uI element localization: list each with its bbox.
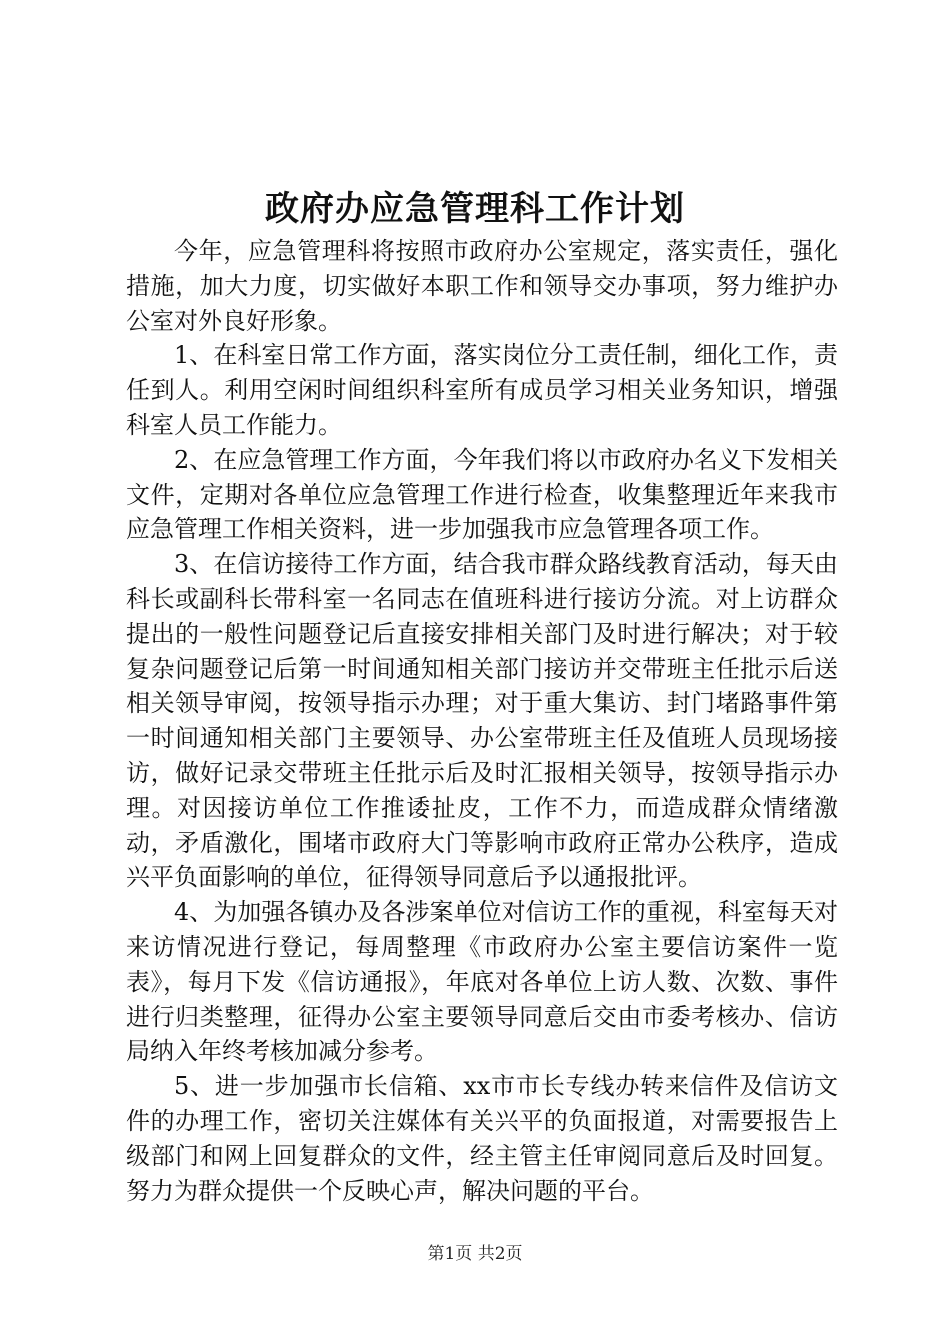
document-body: [126, 234, 838, 1208]
paragraph-intro: 今年，应急管理科将按照市政府办公室规定，落实责任，强化措施，加大力度，切实做好本职工作和领导交办事项，努力维护办公室对外良好形象。: [126, 237, 838, 335]
paragraph-item-4: 4、为加强各镇办及各涉案单位对信访工作的重视，科室每天对来访情况进行登记，每周整理《市政府办公室主要信访案件一览表》，每月下发《信访通报》，年底对各单位上访人数、次数、事件进行归类整理，征得办公室主要领导同意后交由市委考核办、信访局纳入年终考核加减分参考。: [126, 898, 838, 1066]
paragraph-item-3: 3、在信访接待工作方面，结合我市群众路线教育活动，每天由科长或副科长带科室一名同志在值班科进行接访分流。对上访群众提出的一般性问题登记后直接安排相关部门及时进行解决；对于较复杂问题登记后第一时间通知相关部门接访并交带班主任批示后送相关领导审阅，按领导指示办理；对于重大集访、封门堵路事件第一时间通知相关部门主要领导、办公室带班主任及值班人员现场接访，做好记录交带班主任批示后及时汇报相关领导，按领导指示办理。对因接访单位工作推诿扯皮，工作不力，而造成群众情绪激动，矛盾激化，围堵市政府大门等影响市政府正常办公秩序，造成兴平负面影响的单位，征得领导同意后予以通报批评。: [126, 550, 838, 892]
paragraph-item-1: 1、在科室日常工作方面，落实岗位分工责任制，细化工作，责任到人。利用空闲时间组织科室所有成员学习相关业务知识，增强科室人员工作能力。: [126, 341, 838, 439]
page-number-footer: 第1页 共2页: [427, 1244, 523, 1264]
document-title: 政府办应急管理科工作计划: [265, 189, 685, 229]
paragraph-item-5: 5、进一步加强市长信箱、xx市市长专线办转来信件及信访文件的办理工作，密切关注媒体有关兴平的负面报道，对需要报告上级部门和网上回复群众的文件，经主管主任审阅同意后及时回复。努力为群众提供一个反映心声，解决问题的平台。: [126, 1072, 838, 1205]
paragraph-item-2: 2、在应急管理工作方面，今年我们将以市政府办名义下发相关文件，定期对各单位应急管理工作进行检查，收集整理近年来我市应急管理工作相关资料，进一步加强我市应急管理各项工作。: [126, 445, 838, 544]
